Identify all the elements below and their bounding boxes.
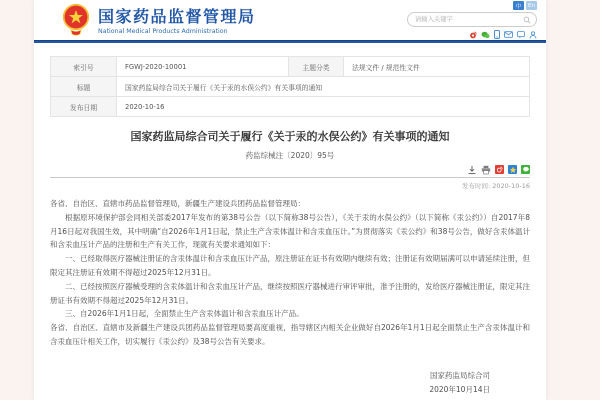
wechat-icon[interactable] <box>481 31 490 39</box>
search-icon[interactable] <box>523 16 531 24</box>
table-row <box>51 77 530 97</box>
lang-en-button[interactable]: En <box>526 1 537 10</box>
language-switch <box>513 1 537 10</box>
favorite-icon[interactable] <box>508 165 517 174</box>
meta-value-index: FGWJ-2020-10001 <box>117 57 289 77</box>
article-toolbar <box>50 164 530 175</box>
table-row <box>51 97 530 117</box>
meta-label-title: 标题 <box>51 77 117 97</box>
paragraph-item-1: 一、已经取得医疗器械注册证的含汞体温计和含汞血压计产品，原注册证在证书有效期内继续有效；注册证有效期届满可以申请延续注册，但限定其注册证有效期不得超过2025年12月31日。 <box>50 254 530 277</box>
search-box[interactable] <box>407 12 537 27</box>
meta-value-title: 国家药监局综合司关于履行《关于汞的水俣公约》有关事项的通知 <box>117 77 530 97</box>
signature-org: 国家药监局综合司 <box>430 370 490 380</box>
paragraph-intro: 根据原环境保护部会同相关部委2017年发布的第38号公告（以下简称38号公告），《关于汞的水俣公约》（以下简称《汞公约》）自2017年8月16日起对我国生效，其中明确“自2026年1月1日起，禁止生产含汞体温计和含汞血压计。”为贯彻落实《汞公约》和38号公告，做好含汞体温计和含汞血压计产品的注册和生产有关工作，现就有关要求通知如下： <box>50 212 530 250</box>
paragraph-item-3: 三、自2026年1月1日起，全面禁止生产含汞体温计和含汞血压计产品。 <box>65 309 304 319</box>
table-row <box>51 57 530 77</box>
lang-zh-button[interactable]: 中 <box>513 1 524 10</box>
header-right <box>407 1 537 39</box>
paragraph-salutation: 各省、自治区、直辖市药品监督管理局，新疆生产建设兵团药品监督管理局： <box>50 199 305 208</box>
document-meta-table <box>50 56 530 117</box>
site-header <box>34 0 546 43</box>
share-wechat-icon[interactable] <box>521 165 530 174</box>
social-icon-row <box>469 30 537 39</box>
search-input[interactable] <box>413 15 523 24</box>
signature-date: 2020年10月14日 <box>429 384 490 394</box>
article-body <box>50 197 530 349</box>
paragraph-item-2: 二、已经按照医疗器械受理的含汞体温计和含汞血压计产品，继续按照医疗器械进行审评审批，准予注册的，发给医疗器械注册证，限定其注册证书有效期不得超过2025年12月31日。 <box>50 281 530 305</box>
publish-time <box>50 181 530 190</box>
site-subtitle: National Medical Products Administration <box>98 28 228 35</box>
meta-value-category: 法规文件 / 规范性文件 <box>344 57 530 77</box>
mobile-icon[interactable] <box>494 30 500 39</box>
weibo-icon[interactable] <box>469 31 477 39</box>
email-icon[interactable] <box>504 31 513 38</box>
site-logo[interactable] <box>61 3 256 36</box>
article-divider <box>50 177 530 178</box>
header-divider <box>34 40 546 43</box>
meta-label-index: 索引号 <box>51 57 117 77</box>
share-weibo-icon[interactable] <box>495 165 504 174</box>
download-icon[interactable] <box>467 165 477 175</box>
site-title: 国家药品监督管理局 <box>98 7 256 26</box>
message-icon[interactable] <box>517 31 525 39</box>
print-icon[interactable] <box>481 165 491 175</box>
publish-time-label: 发布时间: <box>461 182 491 190</box>
publish-time-value: 2020-10-16 <box>492 182 530 190</box>
article-title: 国家药监局综合司关于履行《关于汞的水俣公约》有关事项的通知 <box>130 130 450 143</box>
site-title-block <box>98 4 256 35</box>
article <box>34 128 546 397</box>
national-emblem-icon <box>61 3 91 36</box>
content-card <box>34 0 546 400</box>
paragraph-closing: 各省、自治区、直辖市及新疆生产建设兵团药品监督管理局要高度重视，指导辖区内相关企业做好自2026年1月1日起全面禁止生产含汞体温计和含汞血压计相关工作，切实履行《汞公约》及38号公告有关要求。 <box>50 323 530 346</box>
meta-value-pubdate: 2020-10-16 <box>117 97 530 117</box>
meta-label-pubdate: 发布日期 <box>51 97 117 117</box>
meta-label-category: 主题分类 <box>289 57 344 77</box>
signature-block <box>50 369 530 397</box>
document-number: 药监综械注〔2020〕95号 <box>245 151 335 160</box>
user-icon[interactable] <box>529 31 537 39</box>
